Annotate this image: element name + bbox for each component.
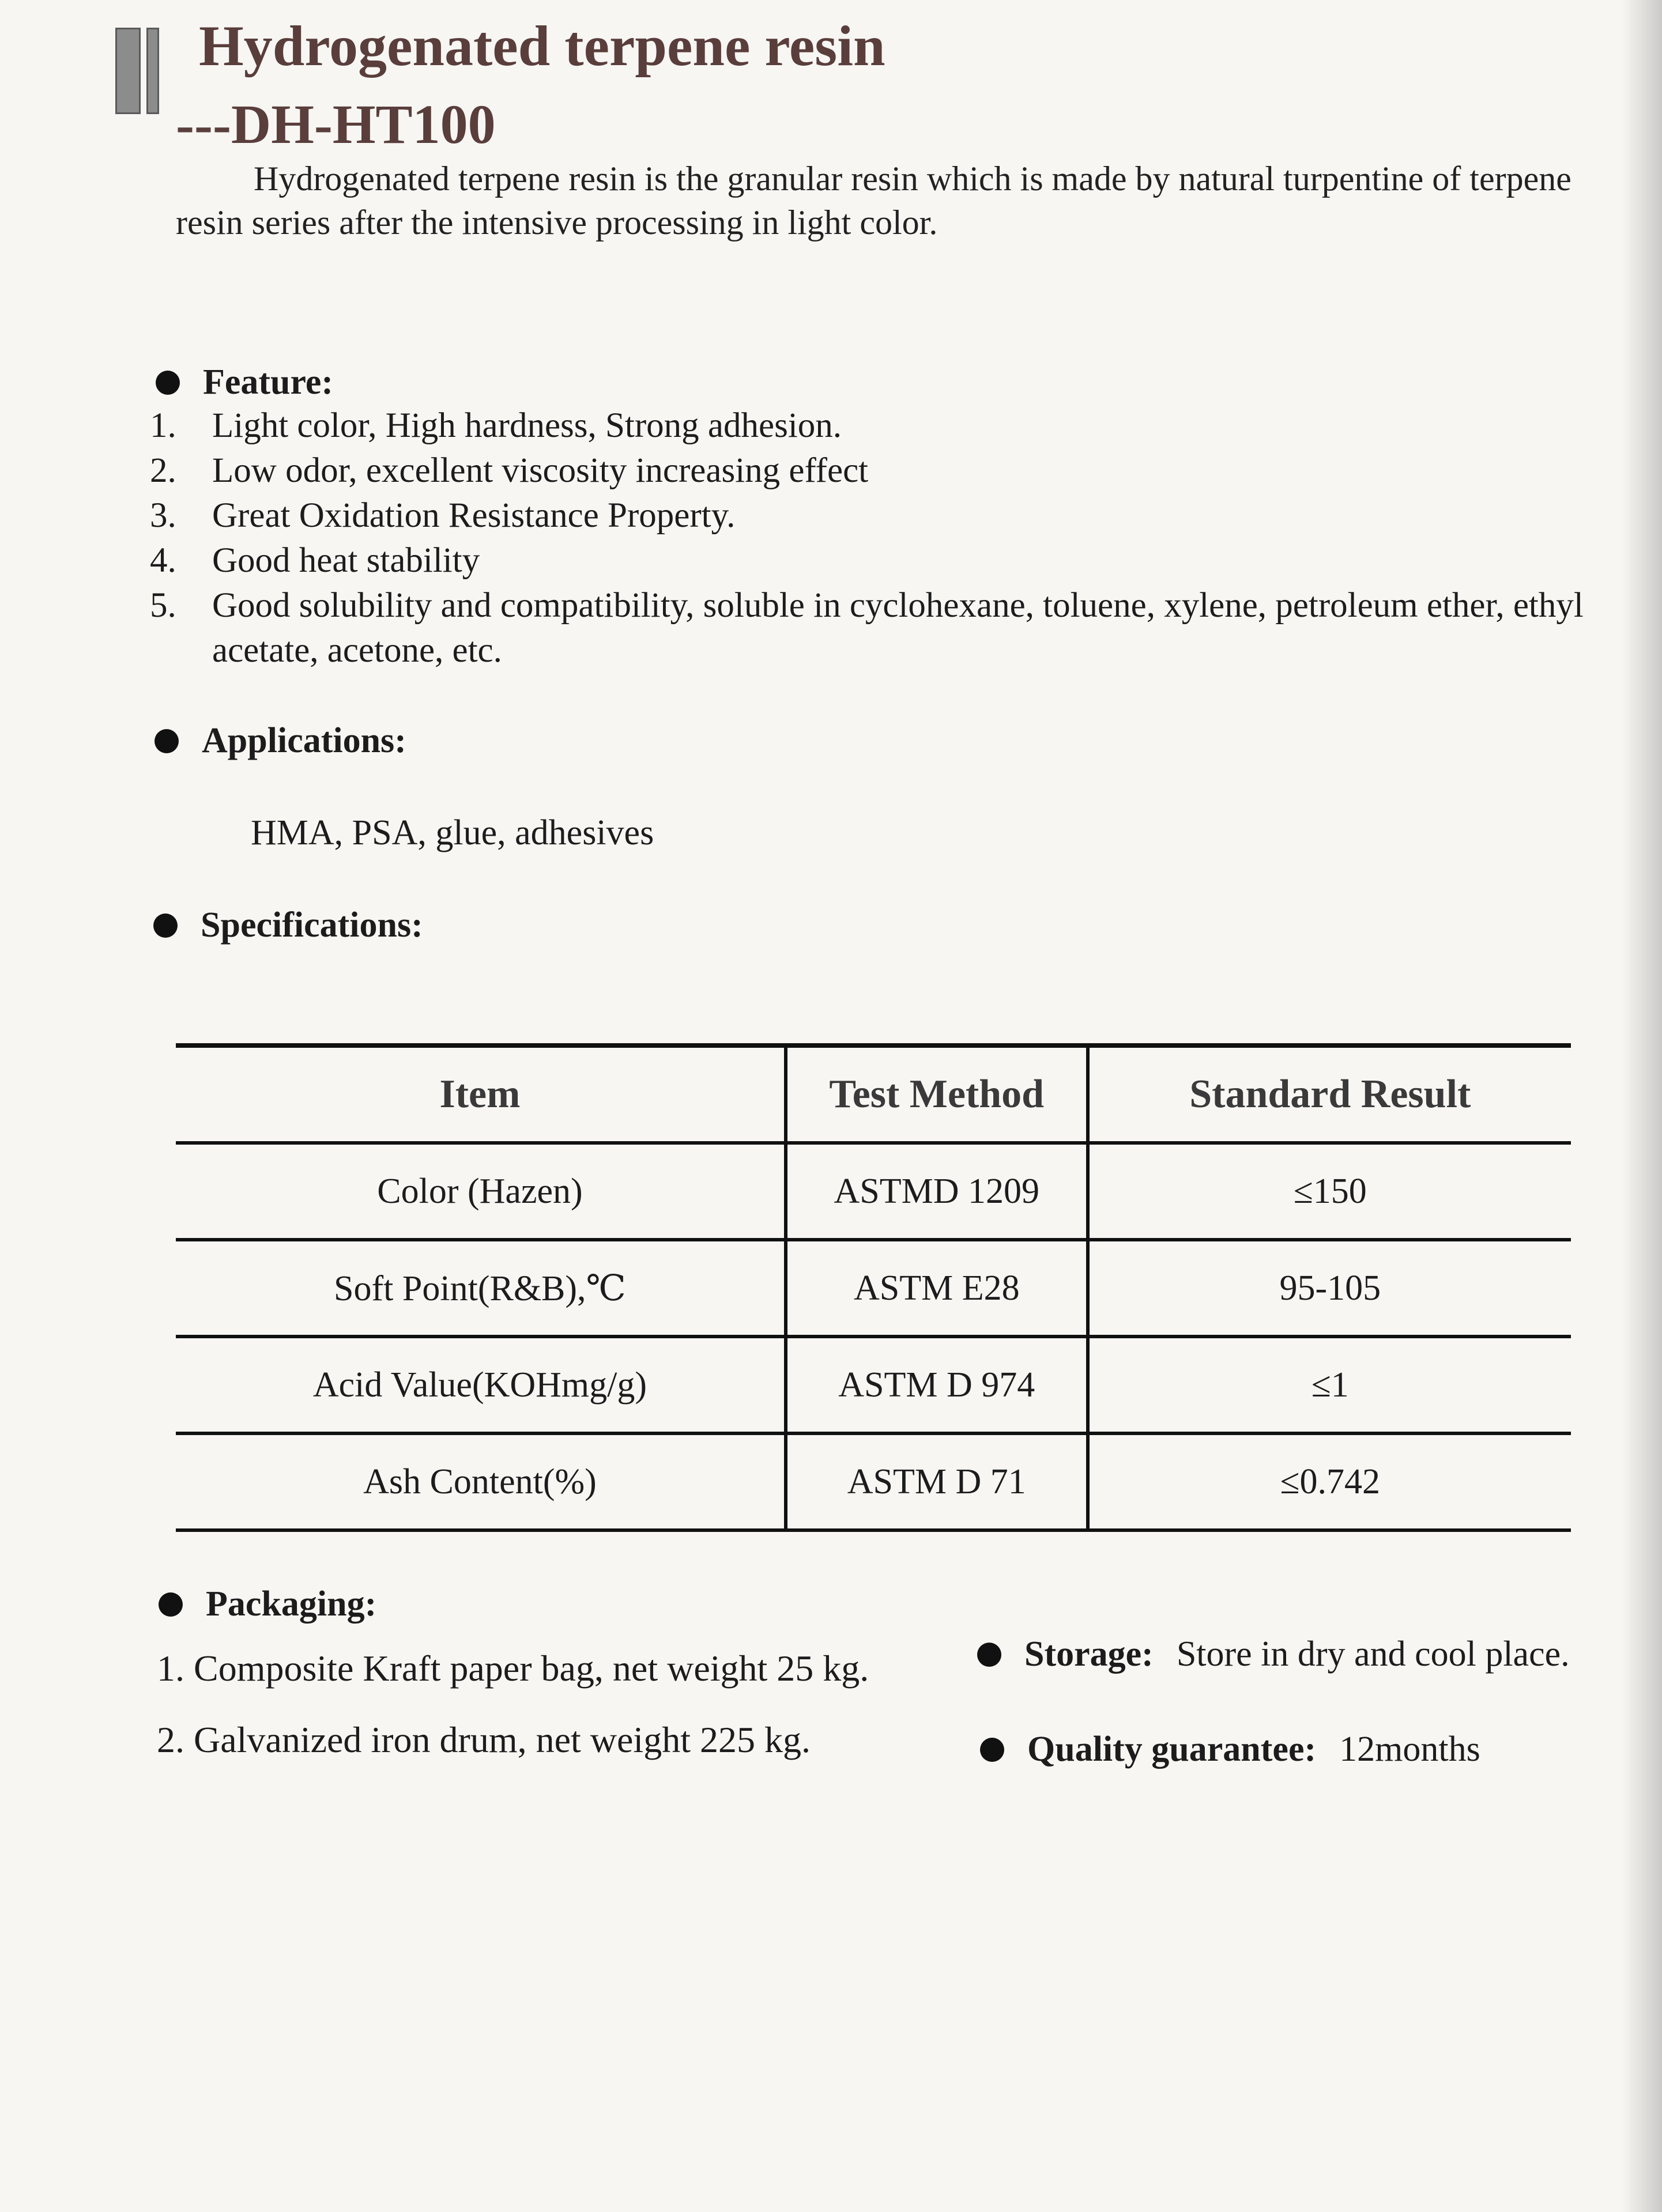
bullet-icon bbox=[159, 1592, 183, 1617]
cell-item: Ash Content(%) bbox=[176, 1433, 786, 1530]
cell-method: ASTMD 1209 bbox=[786, 1143, 1088, 1240]
specifications-heading bbox=[153, 905, 423, 946]
intro-paragraph: Hydrogenated terpene resin is the granular resin which is made by natural turpentine of terpene resin series after the intensive processing in light color. bbox=[176, 160, 1571, 241]
cell-item: Color (Hazen) bbox=[176, 1143, 786, 1240]
bullet-icon bbox=[977, 1643, 1001, 1667]
table-row bbox=[176, 1143, 1571, 1240]
table-header-row bbox=[176, 1045, 1571, 1143]
document-title: Hydrogenated terpene resin bbox=[199, 14, 885, 78]
packaging-item: 2. Galvanized iron drum, net weight 225 kg. bbox=[157, 1719, 811, 1760]
table-row bbox=[176, 1433, 1571, 1530]
storage-line bbox=[977, 1634, 1570, 1675]
cell-item: Acid Value(KOHmg/g) bbox=[176, 1337, 786, 1433]
cell-item: Soft Point(R&B),℃ bbox=[176, 1240, 786, 1337]
bullet-icon bbox=[980, 1738, 1004, 1762]
column-header-test-method: Test Method bbox=[786, 1045, 1088, 1143]
applications-heading-label: Applications: bbox=[202, 721, 406, 760]
cell-method: ASTM E28 bbox=[786, 1240, 1088, 1337]
packaging-item: 1. Composite Kraft paper bag, net weight 25 kg. bbox=[157, 1648, 869, 1689]
applications-heading bbox=[154, 720, 406, 761]
table-row bbox=[176, 1240, 1571, 1337]
cell-method: ASTM D 71 bbox=[786, 1433, 1088, 1530]
feature-heading bbox=[156, 362, 333, 403]
specifications-heading-label: Specifications: bbox=[201, 905, 423, 945]
packaging-heading-label: Packaging: bbox=[206, 1584, 377, 1624]
header-bar-icon bbox=[115, 28, 164, 114]
bullet-icon bbox=[153, 914, 178, 938]
bullet-icon bbox=[156, 371, 180, 395]
cell-result: ≤0.742 bbox=[1088, 1433, 1571, 1530]
list-item: 3. Great Oxidation Resistance Property. bbox=[150, 496, 736, 535]
packaging-heading bbox=[159, 1584, 376, 1625]
column-header-standard-result: Standard Result bbox=[1088, 1045, 1571, 1143]
cell-result: 95-105 bbox=[1088, 1240, 1571, 1337]
document-subtitle: ---DH-HT100 bbox=[176, 93, 496, 155]
quality-line bbox=[980, 1729, 1480, 1770]
quality-label: Quality guarantee: bbox=[1027, 1730, 1317, 1769]
bullet-icon bbox=[154, 729, 179, 753]
list-item: 2. Low odor, excellent viscosity increasing effect bbox=[150, 451, 869, 490]
table-row bbox=[176, 1337, 1571, 1433]
feature-list bbox=[150, 403, 1614, 673]
feature-heading-label: Feature: bbox=[203, 363, 334, 402]
list-item: 1. Light color, High hardness, Strong adhesion. bbox=[150, 406, 842, 445]
storage-value: Store in dry and cool place. bbox=[1176, 1635, 1570, 1674]
page-edge-shadow bbox=[1622, 0, 1662, 2212]
cell-result: ≤150 bbox=[1088, 1143, 1571, 1240]
storage-label: Storage: bbox=[1024, 1635, 1154, 1674]
specifications-table bbox=[176, 1043, 1571, 1532]
list-item: 5. Good solubility and compatibility, soluble in cyclohexane, toluene, xylene, petroleum ether, ethyl acetate, acetone, etc. bbox=[150, 586, 1584, 670]
cell-method: ASTM D 974 bbox=[786, 1337, 1088, 1433]
quality-value: 12months bbox=[1339, 1730, 1480, 1769]
column-header-item: Item bbox=[176, 1045, 786, 1143]
cell-result: ≤1 bbox=[1088, 1337, 1571, 1433]
applications-text: HMA, PSA, glue, adhesives bbox=[251, 813, 654, 852]
list-item: 4. Good heat stability bbox=[150, 541, 480, 580]
